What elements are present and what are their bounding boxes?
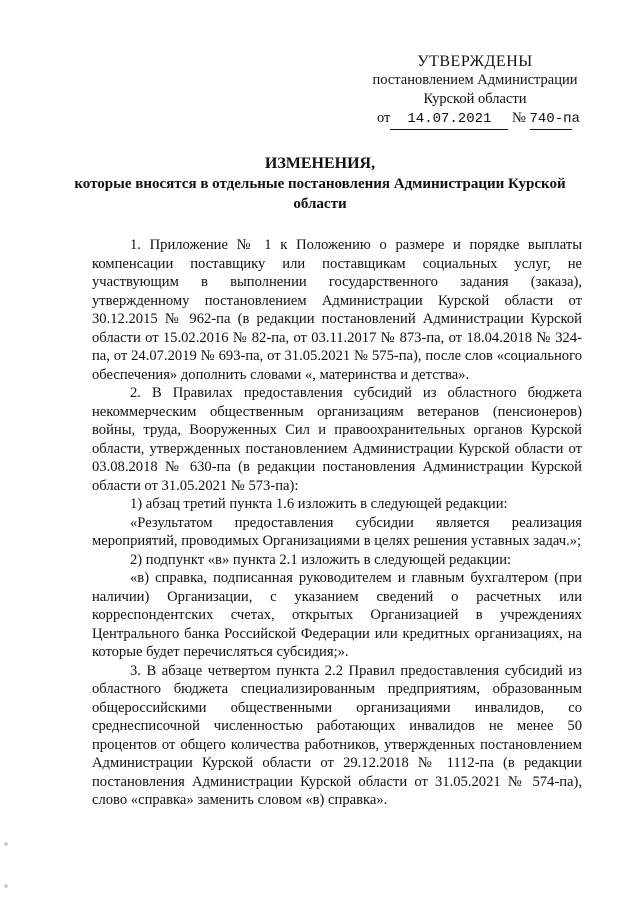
approval-date-row bbox=[355, 109, 595, 130]
paragraph-5: 2) подпункт «в» пункта 2.1 изложить в следующей редакции: bbox=[130, 551, 512, 568]
scan-mark bbox=[4, 884, 8, 888]
number-prefix: № bbox=[512, 110, 526, 126]
approval-line1: постановлением Администрации bbox=[372, 72, 578, 88]
approval-number: 740-па bbox=[530, 110, 572, 130]
paragraph-3: 1) абзац третий пункта 1.6 изложить в следующей редакции: bbox=[130, 496, 508, 512]
paragraph-4: «Результатом предоставления субсидии является реализация мероприятий, проводимых Организациями в целях решения уставных задач.»; bbox=[92, 514, 582, 549]
document-body bbox=[92, 236, 582, 810]
document-heading bbox=[60, 154, 580, 214]
approval-date: 14.07.2021 bbox=[390, 110, 508, 130]
paragraph-6: «в) справка, подписанная руководителем и главным бухгалтером (при наличии) Организации, с указанием сведений о расчетных или корреспондентских счетах, открытых Организацией в учреждениях Центрального банка Российской Федерации или кредитных организациях, на которые будет перечисляться субсидия;». bbox=[92, 570, 582, 660]
approval-block bbox=[355, 52, 595, 130]
approval-title: УТВЕРЖДЕНЫ bbox=[417, 53, 533, 70]
heading-subtitle: которые вносятся в отдельные постановления Администрации Курской области bbox=[74, 176, 566, 212]
paragraph-1: 1. Приложение № 1 к Положению о размере и порядке выплаты компенсации поставщику или поставщикам социальных услуг, не участвующим в выполнении государственного задания (заказа), утвержденному постановлением Администрации Курской области от 30.12.2015 № 962-па (в редакции постановлений Администрации Курской области от 15.02.2016 № 82-па, от 03.11.2017 № 873-па, от 18.04.2018 № 324-па, от 24.07.2019 № 693-па, от 31.05.2021 № 575-па), после слов «социального обеспечения» дополнить словами «, материнства и детства». bbox=[92, 237, 582, 383]
paragraph-2: 2. В Правилах предоставления субсидий из областного бюджета некоммерческим общественным организациям ветеранов (пенсионеров) войны, труда, Вооруженных Сил и правоохранительных органов Курской области, утвержденных постановлением Администрации Курской области от 03.08.2018 № 630-па (в редакции постановления Администрации Курской области от 31.05.2021 № 573-па): bbox=[92, 385, 582, 494]
heading-title: ИЗМЕНЕНИЯ, bbox=[264, 155, 376, 172]
date-prefix: от bbox=[377, 110, 391, 126]
scan-mark bbox=[4, 842, 8, 846]
approval-line2: Курской области bbox=[423, 91, 527, 107]
paragraph-7: 3. В абзаце четвертом пункта 2.2 Правил предоставления субсидий из областного бюджета специализированным предприятиям, образованным общероссийскими общественными организациями инвалидов, со среднесписочной численностью работающих инвалидов не менее 50 процентов от общего количества работников, утвержденных постановлением Администрации Курской области от 29.12.2018 № 1112-па (в редакции постановления Администрации Курской области от 31.05.2021 № 574-па), слово «справка» заменить словом «в) справка». bbox=[92, 662, 582, 808]
